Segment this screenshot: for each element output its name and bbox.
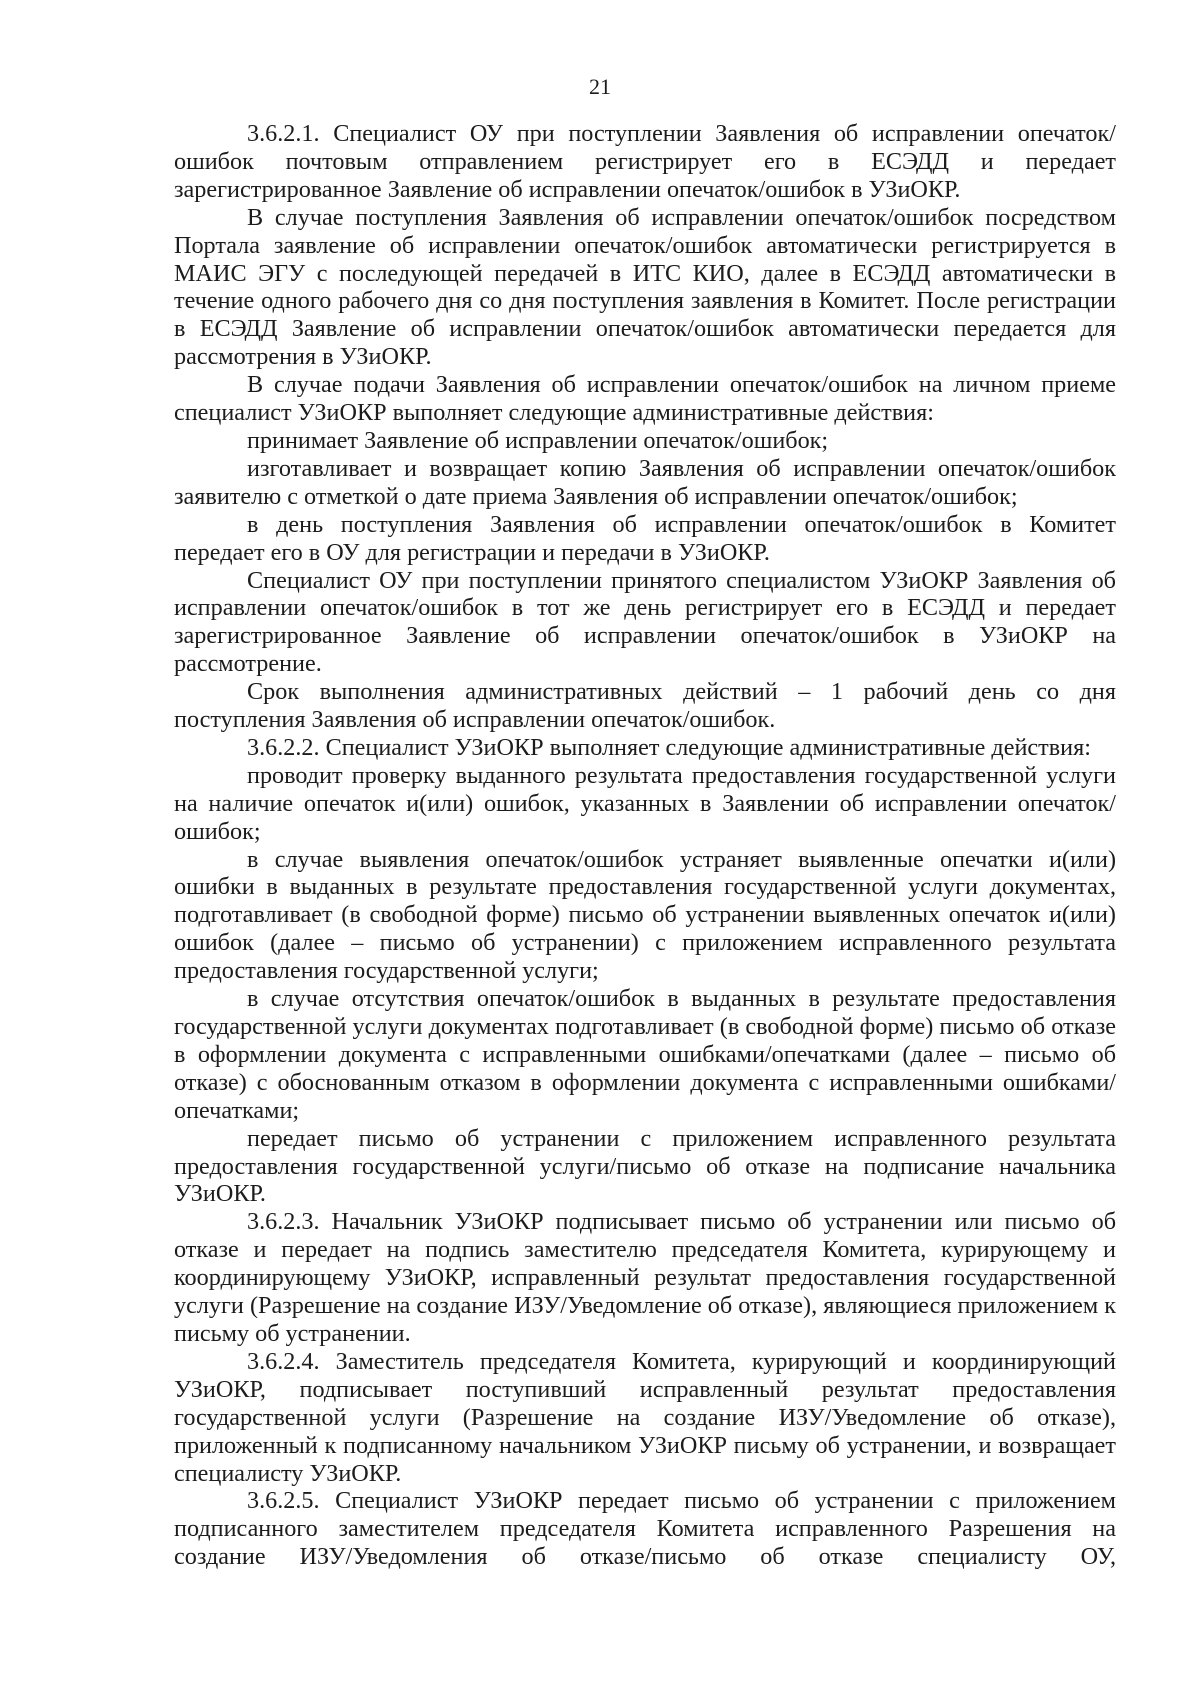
paragraph-3-6-2-4: 3.6.2.4. Заместитель председателя Комитета, курирующий и координирующий УЗиОКР, подписывает поступивший исправленный результат предоставления государственной услуги (Разрешение на создание ИЗУ/Уведомление об отказе), приложенный к подписанному начальником УЗиОКР письму об устранении, и возвращает специалисту УЗиОКР. <box>174 1347 1116 1487</box>
list-item-submits-for-signature: передает письмо об устранении с приложением исправленного результата предоставления государственной услуги/письмо об отказе на подписание начальника УЗиОКР. <box>174 1124 1116 1208</box>
list-item-checks-result: проводит проверку выданного результата предоставления государственной услуги на наличие опечаток и(или) ошибок, указанных в Заявлении об исправлении опечаток/ошибок; <box>174 761 1116 845</box>
list-item-corrects-errors: в случае выявления опечаток/ошибок устраняет выявленные опечатки и(или) ошибки в выданных в результате предоставления государственной услуги документах, подготавливает (в свободной форме) письмо об устранении выявленных опечаток и(или) ошибок (далее – письмо об устранении) с приложением исправленного результата предоставления государственной услуги; <box>174 845 1116 985</box>
list-item-prepares-refusal: в случае отсутствия опечаток/ошибок в выданных в результате предоставления государственной услуги документах подготавливает (в свободной форме) письмо об отказе в оформлении документа с исправленными ошибками/опечатками (далее – письмо об отказе) с обоснованным отказом в оформлении документа с исправленными ошибками/опечатками; <box>174 985 1116 1124</box>
list-item-returns-copy: изготавливает и возвращает копию Заявления об исправлении опечаток/ошибок заявителю с отметкой о дате приема Заявления об исправлении опечаток/ошибок; <box>174 454 1116 510</box>
paragraph-ou-registration: Специалист ОУ при поступлении принятого специалистом УЗиОКР Заявления об исправлении опечаток/ошибок в тот же день регистрирует его в ЕСЭДД и передает зарегистрированное Заявление об исправлении опечаток/ошибок в УЗиОКР на рассмотрение. <box>174 566 1116 678</box>
list-item-forwards-to-ou: в день поступления Заявления об исправлении опечаток/ошибок в Комитет передает его в ОУ для регистрации и передачи в УЗиОКР. <box>174 510 1116 566</box>
paragraph-deadline: Срок выполнения административных действий – 1 рабочий день со дня поступления Заявления об исправлении опечаток/ошибок. <box>174 678 1116 734</box>
paragraph-3-6-2-2: 3.6.2.2. Специалист УЗиОКР выполняет следующие административные действия: <box>247 733 1091 761</box>
paragraph-personal-submission: В случае подачи Заявления об исправлении опечаток/ошибок на личном приеме специалист УЗиОКР выполняет следующие административные действия: <box>174 371 1116 427</box>
paragraph-3-6-2-3: 3.6.2.3. Начальник УЗиОКР подписывает письмо об устранении или письмо об отказе и передает на подпись заместителю председателя Комитета, курирующему и координирующему УЗиОКР, исправленный результат предоставления государственной услуги (Разрешение на создание ИЗУ/Уведомление об отказе), являющиеся приложением к письму об устранении. <box>174 1208 1116 1347</box>
paragraph-3-6-2-1: 3.6.2.1. Специалист ОУ при поступлении Заявления об исправлении опечаток/ошибок почтовым отправлением регистрирует его в ЕСЭДД и передает зарегистрированное Заявление об исправлении опечаток/ошибок в УЗиОКР. <box>174 120 1116 203</box>
page-number: 21 <box>589 74 611 99</box>
paragraph-portal-submission: В случае поступления Заявления об исправлении опечаток/ошибок посредством Портала заявление об исправлении опечаток/ошибок автоматически регистрируется в МАИС ЭГУ с последующей передачей в ИТС КИО, далее в ЕСЭДД автоматически в течение одного рабочего дня со дня поступления заявления в Комитет. После регистрации в ЕСЭДД Заявление об исправлении опечаток/ошибок автоматически передается для рассмотрения в УЗиОКР. <box>174 203 1116 371</box>
document-body <box>174 120 1116 1571</box>
paragraph-3-6-2-5: 3.6.2.5. Специалист УЗиОКР передает письмо об устранении с приложением подписанного заместителем председателя Комитета исправленного Разрешения на создание ИЗУ/Уведомления об отказе/письмо об отказе специалисту ОУ, <box>174 1487 1116 1571</box>
list-item-accepts-application: принимает Заявление об исправлении опечаток/ошибок; <box>247 426 829 454</box>
